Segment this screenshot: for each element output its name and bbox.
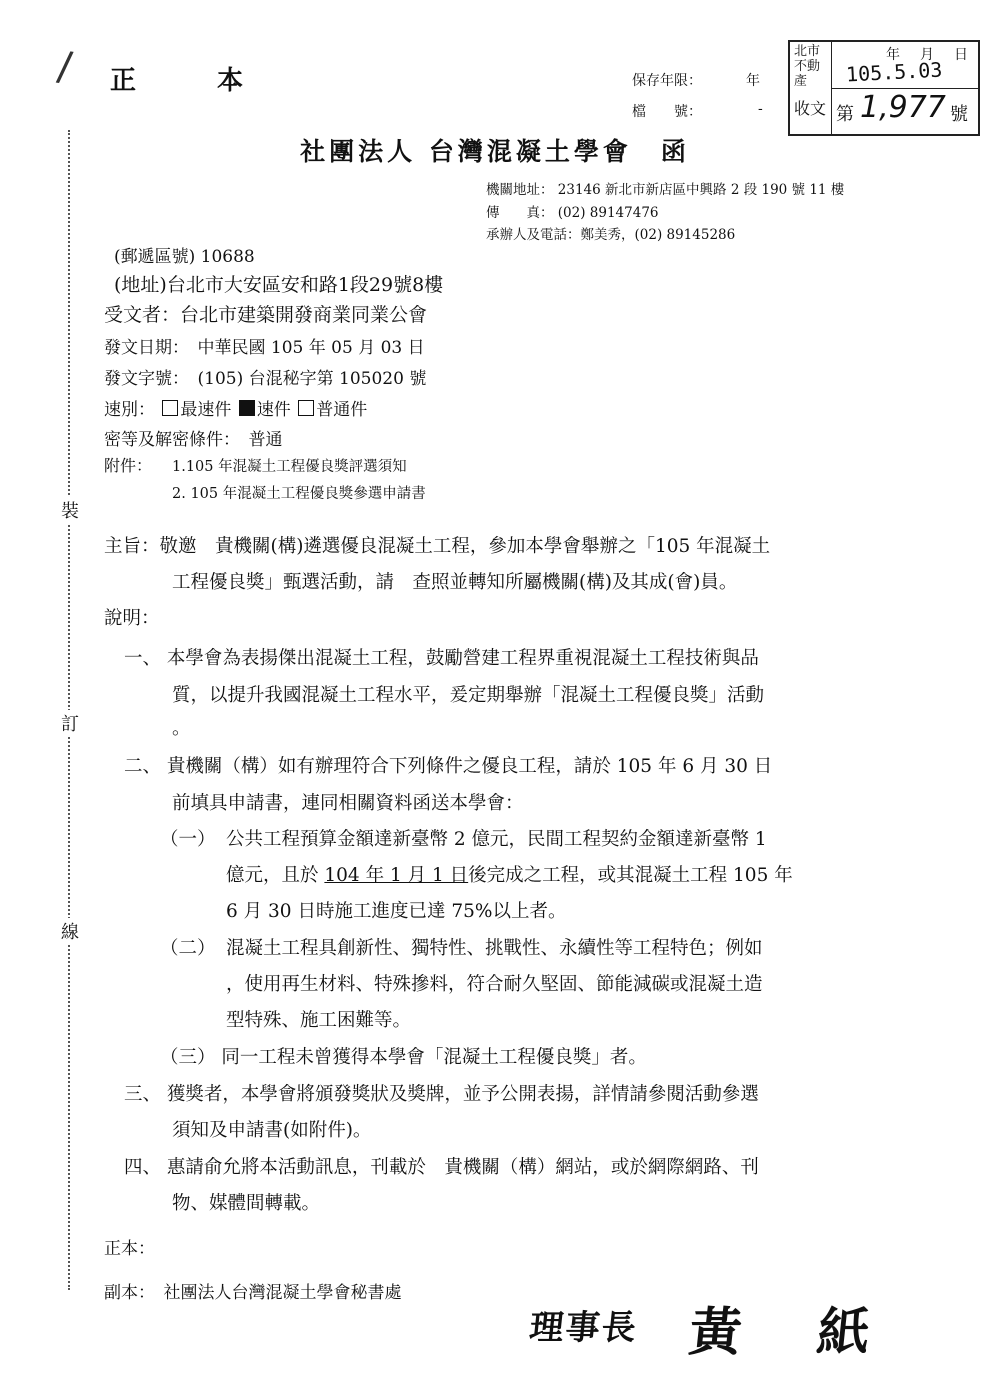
sub-item-2-line-3: 型特殊、施工困難等。 <box>226 1010 412 1031</box>
stamp-org-label: 北市不動產 <box>794 44 821 89</box>
signature-name: 黃 紙 <box>686 1302 875 1363</box>
item-1-line-2: 質，以提升我國混凝土工程水平，爰定期舉辦「混凝土工程優良獎」活動 <box>172 685 765 706</box>
sender-contact: 承辦人及電話：鄭美秀，(02) 89145286 <box>486 227 736 243</box>
sub-item-1-line-2 <box>226 861 793 887</box>
checkbox-normal <box>298 400 314 416</box>
copy-type-label: 正 本 <box>110 66 280 96</box>
sub-item-1-date-underlined: 104 年 1 月 1 日 <box>324 865 469 886</box>
item-3-line-2: 須知及申請書(如附件)。 <box>172 1120 372 1141</box>
stamp-number-prefix: 第 <box>836 104 854 125</box>
retention-label: 保存年限： <box>632 73 702 89</box>
binding-char-xian: 線 <box>60 918 80 944</box>
handwritten-slash-mark: / <box>54 43 75 91</box>
subject-line-1: 主旨：敬邀 貴機關(構)遴選優良混凝土工程，參加本學會舉辦之「105 年混凝土 <box>104 536 771 557</box>
item-1-line-1: 一、 本學會為表揚傑出混凝土工程，鼓勵營建工程界重視混凝土工程技術與品 <box>124 648 759 669</box>
speed-row <box>104 395 367 420</box>
sub-item-3: （三） 同一工程未曾獲得本學會「混凝土工程優良獎」者。 <box>160 1047 647 1068</box>
item-4-line-1: 四、 惠請俞允將本活動訊息，刊載於 貴機關（構）網站，或於網際網路、刊 <box>124 1157 759 1178</box>
recipient-postal: (郵遞區號) 10688 <box>114 247 255 267</box>
binding-char-ding: 訂 <box>60 710 80 736</box>
signature-title: 理事長 <box>527 1308 640 1348</box>
sub-item-2-line-2: ，使用再生材料、特殊摻料，符合耐久堅固、節能減碳或混凝土造 <box>226 974 763 995</box>
attachment-label: 附件： <box>104 456 153 475</box>
stamp-divider <box>832 88 978 89</box>
sub-item-1-line-3: 6 月 30 日時施工進度已達 75%以上者。 <box>226 901 567 922</box>
stamp-number-suffix: 號 <box>950 104 968 125</box>
file-number-label: 檔 號： <box>632 104 702 120</box>
retention-value: 年 <box>746 73 760 89</box>
item-4-line-2: 物、媒體間轉載。 <box>172 1193 321 1214</box>
sub-item-1-line-2-part-a: 億元，且於 <box>226 865 325 886</box>
checkbox-most-urgent <box>162 400 178 416</box>
stamp-number-value: 1,977 <box>860 90 946 125</box>
item-2-line-1: 二、 貴機關（構）如有辦理符合下列條件之優良工程，請於 105 年 6 月 30 日 <box>124 756 773 777</box>
speed-option-most-urgent: 最速件 <box>180 400 232 420</box>
sub-item-1-line-1: 公共工程預算金額達新臺幣 2 億元，民間工程契約金額達新臺幣 1 <box>226 829 767 850</box>
item-2-line-2: 前填具申請書，連同相關資料函送本學會： <box>172 793 524 814</box>
secrecy-level: 密等及解密條件： 普通 <box>104 430 283 450</box>
sender-address: 機關地址： 23146 新北市新店區中興路 2 段 190 號 11 樓 <box>486 182 845 198</box>
checkbox-urgent-checked <box>239 400 255 416</box>
sub-item-2-label: （二） <box>160 938 216 959</box>
sub-item-2-line-1: 混凝土工程具創新性、獨特性、挑戰性、永續性等工程特色；例如 <box>226 938 763 959</box>
file-number-value: - <box>758 101 763 117</box>
stamp-date-value: 105.5.03 <box>845 57 943 87</box>
sender-fax: 傳 真： (02) 89147476 <box>486 205 659 221</box>
sub-item-1-line-2-part-b: 後完成之工程，或其混凝土工程 105 年 <box>468 865 793 886</box>
recipient-name: 受文者：台北市建築開發商業同業公會 <box>104 304 428 326</box>
receipt-stamp <box>788 40 980 136</box>
recipient-address: (地址)台北市大安區安和路1段29號8樓 <box>114 274 444 296</box>
binding-char-zhuang: 裝 <box>60 497 80 523</box>
document-title: 社團法人 台灣混凝土學會 函 <box>300 137 690 166</box>
attachment-1: 1.105 年混凝土工程優良獎評選須知 <box>172 459 407 475</box>
explanation-label: 說明： <box>104 608 160 629</box>
speed-option-urgent: 速件 <box>256 400 291 420</box>
issue-date: 發文日期： 中華民國 105 年 05 月 03 日 <box>104 338 425 358</box>
stamp-date-label: 年 月 日 <box>886 47 971 63</box>
item-3-line-1: 三、 獲獎者，本學會將頒發獎狀及獎牌，並予公開表揚，詳情請參閱活動參選 <box>124 1084 759 1105</box>
copy-recipients: 副本： 社團法人台灣混凝土學會秘書處 <box>104 1283 402 1303</box>
subject-line-2: 工程優良獎」甄選活動，請 查照並轉知所屬機關(構)及其成(會)員。 <box>172 572 738 593</box>
stamp-receipt-label: 收文 <box>794 99 827 118</box>
speed-option-normal: 普通件 <box>316 400 368 420</box>
speed-label: 速別： <box>104 400 155 420</box>
sub-item-1-label: （一） <box>160 829 216 850</box>
item-1-line-3: 。 <box>172 718 191 739</box>
original-recipients: 正本： <box>104 1239 155 1259</box>
attachment-2: 2. 105 年混凝土工程優良獎參選申請書 <box>172 486 426 502</box>
document-number: 發文字號： (105) 台混秘字第 105020 號 <box>104 369 427 389</box>
